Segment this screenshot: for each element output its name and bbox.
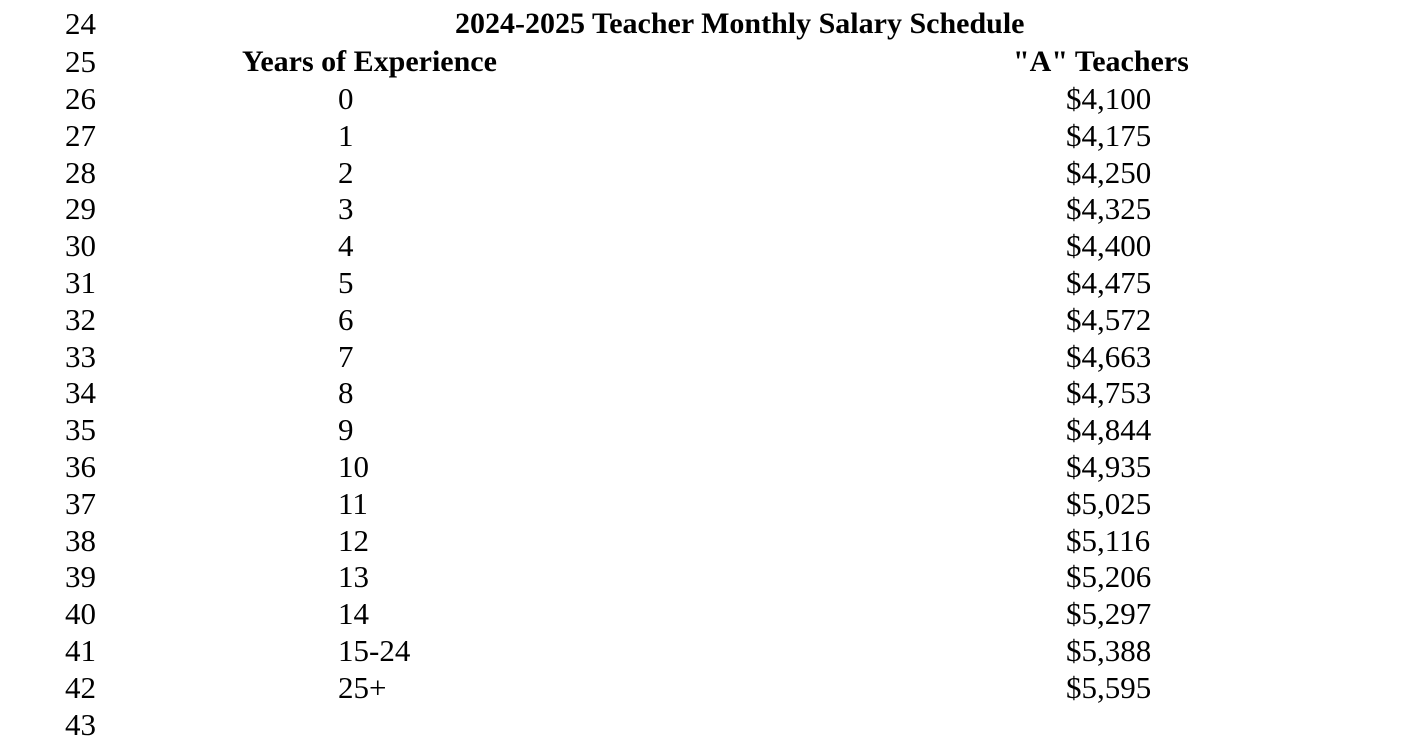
line-number: 38 [65, 522, 96, 558]
salary-cell: $4,572 [1066, 301, 1152, 337]
years-cell: 13 [338, 559, 369, 595]
years-cell: 3 [338, 191, 354, 227]
line-number: 41 [65, 633, 96, 668]
table-row [0, 522, 1420, 559]
salary-cell: $4,475 [1066, 265, 1152, 300]
table-row [0, 154, 1420, 191]
table-row [0, 338, 1420, 375]
years-cell: 6 [338, 301, 354, 337]
line-number: 37 [65, 485, 96, 521]
table-row [0, 190, 1420, 227]
table-row [0, 595, 1420, 632]
table-row [0, 374, 1420, 411]
header-line [0, 43, 1420, 80]
salary-cell: $4,753 [1066, 375, 1152, 411]
column-header-salary: "A" Teachers [1013, 45, 1189, 78]
table-row [0, 485, 1420, 522]
years-cell: 0 [338, 81, 354, 116]
years-cell: 7 [338, 338, 354, 374]
years-cell: 8 [338, 375, 354, 411]
years-cell: 1 [338, 117, 354, 153]
line-number: 35 [65, 412, 96, 448]
years-cell: 5 [338, 265, 354, 300]
salary-cell: $4,175 [1066, 117, 1152, 153]
table-row [0, 301, 1420, 338]
salary-cell: $5,116 [1066, 522, 1151, 558]
salary-cell: $4,844 [1066, 412, 1152, 448]
page-title: 2024-2025 Teacher Monthly Salary Schedule [455, 7, 1025, 40]
table-row [0, 632, 1420, 669]
table-row [0, 669, 1420, 706]
years-cell: 12 [338, 522, 369, 558]
salary-cell: $5,206 [1066, 559, 1152, 595]
table-row [0, 411, 1420, 448]
years-cell: 14 [338, 596, 369, 632]
table-row [0, 264, 1420, 301]
line-number: 33 [65, 338, 96, 374]
line-number: 30 [65, 228, 96, 264]
trailing-line [0, 706, 1420, 743]
column-header-years: Years of Experience [242, 45, 497, 78]
line-number: 27 [65, 117, 96, 153]
years-cell: 2 [338, 154, 354, 190]
table-row [0, 448, 1420, 485]
salary-cell: $4,100 [1066, 81, 1152, 116]
salary-cell: $4,663 [1066, 338, 1152, 374]
line-number: 24 [65, 6, 96, 41]
line-number: 28 [65, 154, 96, 190]
years-cell: 4 [338, 228, 354, 264]
line-number: 26 [65, 81, 96, 116]
salary-cell: $5,297 [1066, 596, 1152, 632]
line-number: 34 [65, 375, 96, 411]
salary-cell: $5,025 [1066, 485, 1152, 521]
table-row [0, 558, 1420, 595]
salary-cell: $4,935 [1066, 449, 1152, 484]
line-number: 32 [65, 301, 96, 337]
line-number: 42 [65, 669, 96, 705]
years-cell: 25+ [338, 669, 387, 705]
salary-cell: $5,595 [1066, 669, 1152, 705]
table-row [0, 117, 1420, 154]
years-cell: 9 [338, 412, 354, 448]
years-cell: 10 [338, 449, 369, 484]
line-number: 40 [65, 596, 96, 632]
table-row [0, 227, 1420, 264]
line-number: 31 [65, 265, 96, 300]
line-number: 43 [65, 706, 96, 742]
table-row [0, 80, 1420, 117]
salary-cell: $4,325 [1066, 191, 1152, 227]
line-number: 39 [65, 559, 96, 595]
years-cell: 11 [338, 485, 368, 521]
salary-cell: $5,388 [1066, 633, 1152, 668]
line-number: 29 [65, 191, 96, 227]
salary-cell: $4,400 [1066, 228, 1152, 264]
line-number: 36 [65, 449, 96, 484]
title-line [0, 5, 1420, 42]
line-number: 25 [65, 44, 96, 79]
salary-cell: $4,250 [1066, 154, 1152, 190]
years-cell: 15-24 [338, 633, 411, 668]
